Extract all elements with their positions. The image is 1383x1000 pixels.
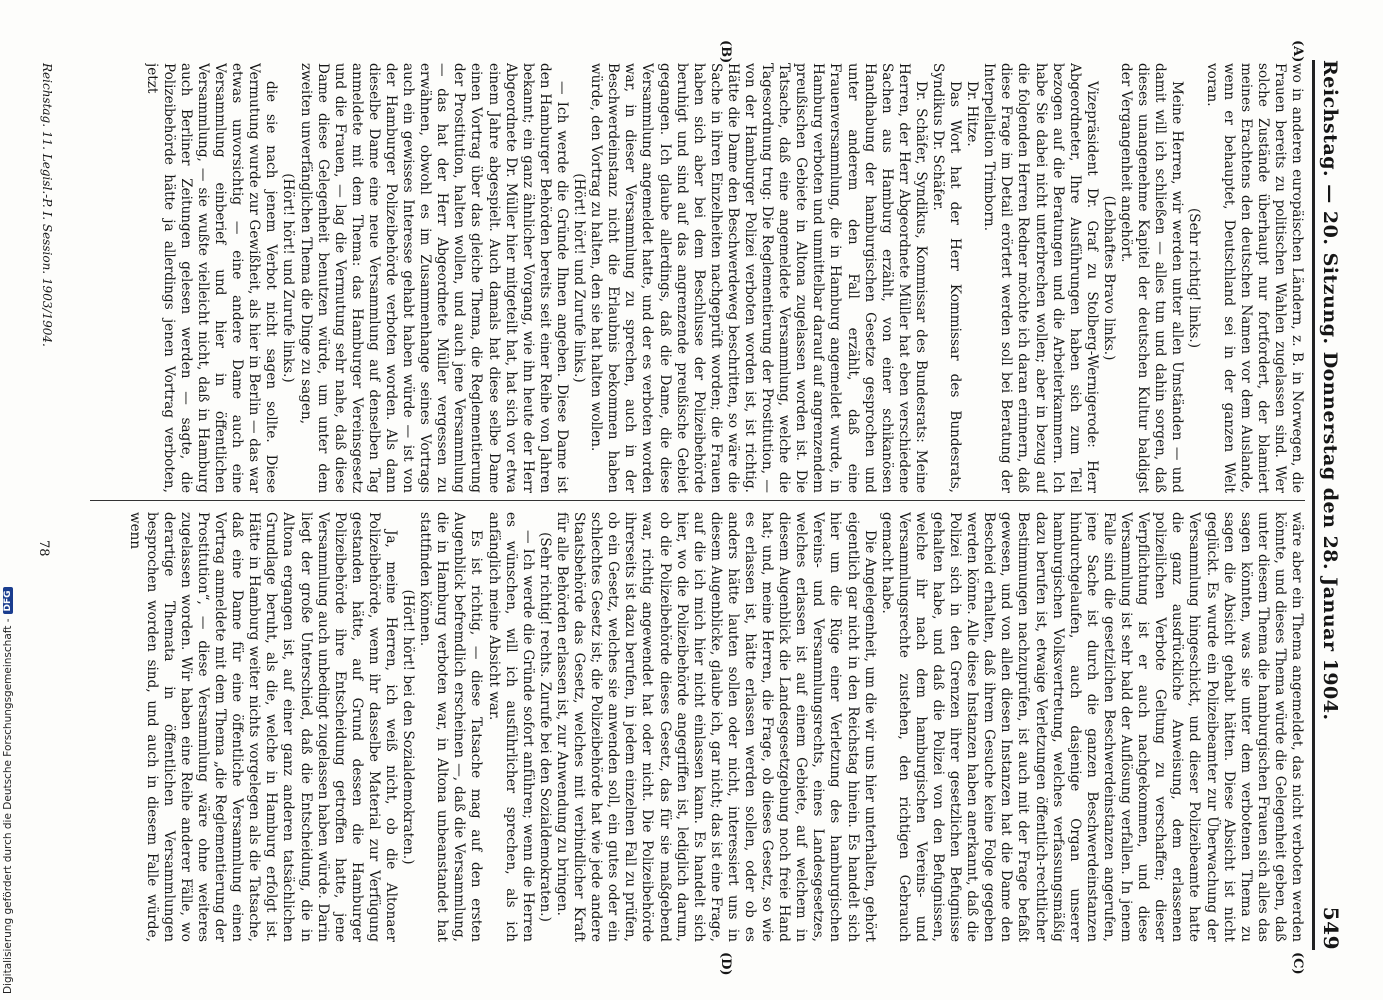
paragraph: — Ich werde die Gründe sofort anführen; wenn die Herren es wünschen, will ich ausführlicher sprechen, als ich anfänglich meine Absicht war. bbox=[485, 512, 536, 942]
interjection: (Hört! hört! und Zurufe links.) bbox=[571, 173, 588, 383]
paragraph: Ja, meine Herren, ich weiß nicht, ob die Altonaer Polizeibehörde, wenn ihr dasselbe Material zur Verfügung gestanden hätte, auf Grund dessen die Hamburger Polizeibehörde ihre Entscheidung getroffen hatte, jene Versammlung auch unbedingt zugelassen haben würde. Darin liegt der große Unterschied, daß die Entscheidung, die in Altona ergangen ist, auf einer ganz anderen tatsächlichen Grundlage beruht, als die, welche in Hamburg erfolgt ist. Hätte in Hamburg weiter nichts vorgelegen als die Tatsache, daß eine Dame für eine öffentliche Versammlung einen Vortrag anmeldete mit dem Thema „die Reglementierung der Prostitution“, — diese Versammlung wäre ohne weiteres zugelassen worden. Wir haben eine Reihe anderer Fälle, wo derartige Themata in öffentlichen Versammlungen besprochen worden sind, und auch in diesem Falle würde, wenn bbox=[126, 512, 400, 942]
margin-marker-c: (C) bbox=[1290, 952, 1305, 975]
margin-marker-a: (A) bbox=[1290, 40, 1305, 63]
paragraph: — Ich werde die Gründe Ihnen angeben. Diese Dame ist den Hamburger Behörden bereits seit einer Reihe von Jahren bekannt; ein ganz ähnlicher Vorgang, wie ihn heute der Herr Abgeordnete Dr. Müller hier mitgeteilt hat, hat sich vor etwa einem Jahre abgespielt. Auch damals hat diese selbe Dame einen Vortrag über das gleiche Thema, die Reglementierung der Prostitution, halten wollen, und auch jene Versammlung — das hat der Herr Abgeordnete Müller vergessen zu erwähnen, obwohl es im Zusammenhange seines Vortrags auch ein gewisses Interesse gehabt haben würde — ist von der Hamburger Polizeibehörde verboten worden. Als dann dieselbe Dame eine neue Versammlung auf denselben Tag anmeldete mit dem Thema: das Hamburger Vereinsgesetz und die Frauen, — lag die Vermutung sehr nahe, daß diese Dame diese Gelegenheit benutzen würde, um unter dem zweiten unverfänglichen Thema die Dinge zu sagen, bbox=[297, 63, 570, 493]
interjection: (Hört! hört! und Zurufe links.) bbox=[280, 173, 297, 383]
header-rule bbox=[1312, 60, 1315, 950]
left-column bbox=[60, 63, 1305, 493]
margin-marker-b: (B) bbox=[718, 40, 733, 64]
paragraph: Dr. Schäfer, Syndikus, Kommissar des Bundesrats: Meine Herren, der Herr Abgeordnete Müller hat eben verschiedene Sachen aus Hamburg erzählt, von einer schikanösen Handhabung der hamburgischen Gesetze gesprochen und unter anderem den Fall erzählt, daß eine Frauenversammlung, die in Hamburg angemeldet wurde, in Hamburg verboten und unmittelbar darauf auf angrenzendem preußischen Gebiete in Altona zugelassen worden ist. Die Tatsache, daß eine angemeldete Versammlung, welche die Tagesordnung trug: Die Reglementierung der Prostitution, — von der Hamburger Polizei verboten worden ist, ist richtig. Hätte die Dame den Beschwerdeweg beschritten, so wäre die Sache in ihren Einzelheiten nachgeprüft worden; die Frauen haben sich aber bei dem Beschlusse der Polizeibehörde beruhigt und sind auf das angrenzende preußische Gebiet gegangen. Ich glaube allerdings, daß die Dame, die diese Versammlung angemeldet hatte, und der es verboten worden war, in dieser Versammlung zu sprechen, auch in der Beschwerdeinstanz nicht die Erlaubnis bekommen haben würde, den Vortrag zu halten, den sie hat halten wollen. bbox=[588, 63, 929, 493]
paragraph: Es ist richtig, — diese Tatsache mag auf den ersten Augenblick befremdlich erscheinen —, daß die Versammlung, die in Hamburg verboten war, in Altona unbeanstandet hat stattfinden können. bbox=[417, 512, 485, 942]
interjection: (Hört! hört! bei den Sozialdemokraten.) bbox=[400, 589, 417, 865]
interjection: (Sehr richtig! links.) bbox=[1186, 207, 1203, 349]
margin-marker-d: (D) bbox=[718, 952, 733, 976]
paragraph: die sie nach jenem Verbot nicht sagen sollte. Diese Vermutung wurde zur Gewißheit, als hier in Berlin — das war etwas unvorsichtig — eine andere Dame auch eine Versammlung einberief und hier in öffentlichen Versammlung, — sie wußte vielleicht nicht, daß in Hamburg auch Berliner Zeitungen gelesen werden — sagte, die Polizeibehörde hätte ja allerdings jenen Vortrag verboten, jetzt bbox=[143, 63, 280, 493]
column-divider bbox=[90, 500, 1305, 501]
footer-sheet-number: 78 bbox=[36, 540, 51, 557]
paragraph: Vizepräsident Dr. Graf zu Stolberg-Wernigerode: Herr Abgeordneter, Ihre Ausführungen haben sich zum Teil bezogen auf die Beratungen und die Arbeiterkammern. Ich habe Sie dabei nicht unterbrechen wollen; aber in bezug auf die folgenden Herren Redner möchte ich daran erinnern, daß diese Frage im Detail erörtert werden soll bei Beratung der Interpellation Trimborn. bbox=[981, 63, 1100, 493]
digitization-credit bbox=[0, 0, 16, 1000]
paragraph: Meine Herren, wir werden unter allen Umständen — und damit will ich schließen — alles tun und dahin sorgen, daß dieses unangenehme Kapitel der deutschen Kultur baldigst der Vergangenheit angehört. bbox=[1118, 63, 1186, 493]
paragraph: wäre aber ein Thema angemeldet, das nicht verboten werden könnte, und dieses Thema würde die Gelegenheit geben, daß unter diesem Thema die hamburgischen Frauen sich alles das sagen könnten, was sie unter dem verbotenen Thema zu sagen die Absicht gehabt hätten. Diese Absicht ist nicht geglückt. Es wurde ein Polizeibeamter zur Überwachung der Versammlung hingeschickt, und dieser Polizeibeamte hatte die ganz ausdrückliche Anweisung, dem erlassenen polizeilichen Verbote Geltung zu verschaffen; dieser Verpflichtung ist er auch nachgekommen, und diese Versammlung ist sehr bald der Auflösung verfallen. In jenem Falle sind die gesetzlichen Beschwerdeinstanzen angerufen, jene Sache ist durch die ganzen Beschwerdeinstanzen hindurchgelaufen, auch dasjenige Organ unserer hamburgischen Volksvertretung, welches verfassungsmäßig dazu berufen ist, etwaige Verletzungen öffentlich-rechtlicher Bestimmungen nachzuprüfen, ist auch mit der Frage befaßt gewesen, und von allen diesen Instanzen hat die Dame den Bescheid erhalten, daß ihrem Gesuche keine Folge gegeben werden könne. Alle diese Instanzen haben anerkannt, daß die Polizei sich in den Grenzen ihrer gesetzlichen Befugnisse gehalten habe, und daß die Polizei von den Befugnissen, welche ihr nach dem hamburgischen Vereins- und Versammlungsrechte zustehen, den richtigen Gebrauch gemacht habe. bbox=[878, 512, 1305, 942]
page-number: 549 bbox=[1319, 906, 1343, 950]
paragraph: Dr. Hitze. bbox=[964, 81, 981, 147]
dfg-logo: DFG bbox=[3, 587, 13, 614]
header-title: Reichstag. — 20. Sitzung. Donnerstag den 28. Januar 1904. bbox=[1319, 60, 1341, 721]
paragraph: wo in anderen europäischen Ländern, z. B. in Norwegen, die Frauen bereits zu politischen Wahlen zugelassen sind. Wer solche Zustände überhaupt nur fortfordert, der blamiert meines Erachtens den deutschen Namen vor dem Auslande, wenn er behauptet, Deutschland sei in der ganzen Welt voran. bbox=[1203, 63, 1305, 493]
right-column bbox=[60, 512, 1305, 942]
interjection: (Sehr richtig! rechts. Zurufe bei den Sozialdemokraten.) bbox=[536, 532, 553, 922]
interjection: (Lebhaftes Bravo links.) bbox=[1100, 195, 1117, 361]
footer-legislature: Reichstag. 11. Legisl.-P. I. Session. 1903/1904. bbox=[40, 63, 54, 347]
credit-text: Digitalisierung gefördert durch die Deutsche Forschungsgemeinschaft - bbox=[2, 618, 14, 994]
page-header bbox=[1319, 60, 1353, 950]
paragraph: Die Angelegenheit, um die wir uns hier unterhalten, gehört eigentlich gar nicht in den Reichstag hinein. Es handelt sich hier um die Rüge einer Verletzung des hamburgischen Vereins- und Versammlungsrechts, eines Landesgesetzes, welches erlassen ist auf einem Gebiete, auf welchem in diesem Augenblick die Landesgesetzgebung noch freie Hand hat; und, meine Herren, die Frage, ob dieses Gesetz, so wie es erlassen ist, hätte erlassen werden sollen, oder ob es anders hätte lauten sollen oder nicht, interessiert uns in diesem Augenblicke, glaube ich, gar nicht; das ist eine Frage, auf die ich mich hier nicht einlassen kann. Es handelt sich hier, wo die Polizeibehörde angegriffen ist, lediglich darum, ob die Polizeibehörde dieses Gesetz, das für sie maßgebend war, richtig angewendet hat oder nicht. Die Polizeibehörde ihrerseits ist dazu berufen, in jedem einzelnen Fall zu prüfen, ob ein Gesetz, welches sie anwenden soll, ein gutes oder ein schlechtes Gesetz ist; die Polizeibehörde hat wie jede andere Staatsbehörde das Gesetz, welches mit verbindlicher Kraft für alle Behörden erlassen ist, zur Anwendung zu bringen. bbox=[553, 512, 878, 942]
paragraph: Das Wort hat der Herr Kommissar des Bundesrats, Syndikus Dr. Schäfer. bbox=[930, 63, 964, 493]
